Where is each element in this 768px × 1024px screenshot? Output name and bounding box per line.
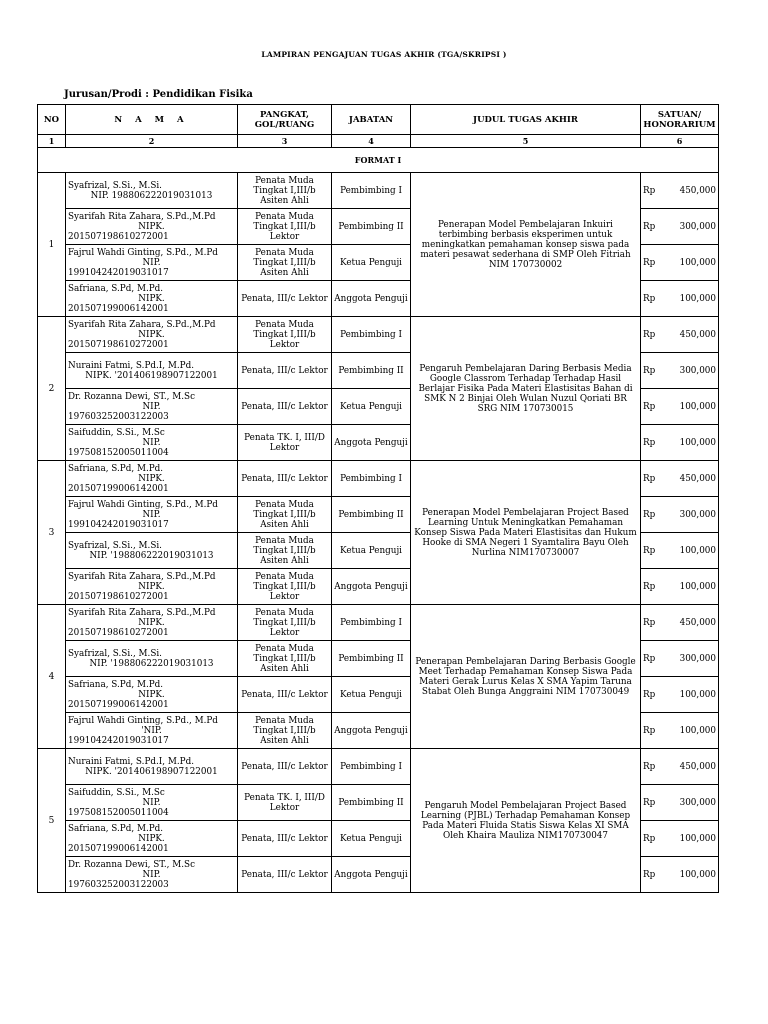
currency-label: Rp [643, 581, 656, 592]
examiner-name-cell [66, 425, 238, 461]
table-row [38, 749, 719, 785]
jabatan-cell: Pembimbing I [332, 749, 411, 785]
pangkat-cell: Penata TK. I, III/D Lektor [238, 425, 332, 461]
examiner-nip-label: NIP. [142, 797, 161, 808]
examiner-nip-label: NIPK. [138, 473, 165, 484]
pangkat-cell: Penata, III/c Lektor [238, 353, 332, 389]
honorarium-cell [641, 173, 719, 209]
honorarium-amount: 100,000 [679, 833, 716, 844]
examiner-name-cell [66, 713, 238, 749]
examiner-nip-label: NIPK. [138, 293, 165, 304]
examiner-nip-number: 201507199006142001 [68, 843, 169, 854]
pangkat-cell: Penata Muda Tingkat I,III/b Lektor [238, 605, 332, 641]
honorarium-cell [641, 641, 719, 677]
pangkat-cell: Penata, III/c Lektor [238, 749, 332, 785]
examiner-name: Fajrul Wahdi Ginting, S.Pd., M.Pd [68, 715, 218, 726]
examiner-nip-number: 201507198610272001 [68, 591, 169, 602]
examiner-nip-number: 201507199006142001 [68, 483, 169, 494]
format-row [38, 148, 719, 173]
examiner-nip-number: 201507198610272001 [68, 231, 169, 242]
honorarium-cell [641, 677, 719, 713]
examiner-name: Syafrizal, S.Si., M.Si. [68, 540, 162, 551]
honorarium-amount: 450,000 [679, 617, 716, 628]
examiner-name-cell [66, 785, 238, 821]
pangkat-cell: Penata, III/c Lektor [238, 389, 332, 425]
row-number: 5 [38, 749, 66, 893]
jabatan-cell: Pembimbing II [332, 641, 411, 677]
pangkat-cell: Penata TK. I, III/D Lektor [238, 785, 332, 821]
examiner-name-cell [66, 749, 238, 785]
honorarium-cell [641, 353, 719, 389]
honorarium-amount: 100,000 [679, 545, 716, 556]
examiner-nip-label: NIP. [142, 509, 161, 520]
examiner-name: Saifuddin, S.Si., M.Sc [68, 427, 165, 438]
currency-label: Rp [643, 329, 656, 340]
honorarium-amount: 300,000 [679, 653, 716, 664]
honorarium-amount: 100,000 [679, 293, 716, 304]
judul-cell: Pengaruh Pembelajaran Daring Berbasis Media Google Classrom Terhadap Terhadap Hasil Berlajar Fisika Pada Materi Elastisitas Bahan di SMK N 2 Binjai Oleh Wulan Nuzul Qoriati BR SRG NIM 170730015 [411, 317, 641, 461]
examiner-nip-number: 199104242019031017 [68, 735, 169, 746]
judul-cell: Pengaruh Model Pembelajaran Project Based Learning (PJBL) Terhadap Pemahaman Konsep Pada Materi Fluida Statis Siswa Kelas XI SMA Oleh Khaira Mauliza NIM170730047 [411, 749, 641, 893]
jabatan-cell: Pembimbing I [332, 605, 411, 641]
honorarium-amount: 300,000 [679, 221, 716, 232]
examiner-name: Safriana, S.Pd, M.Pd. [68, 679, 164, 690]
jabatan-cell: Anggota Penguji [332, 857, 411, 893]
examiner-nip-number: 201507199006142001 [68, 699, 169, 710]
honorarium-amount: 100,000 [679, 581, 716, 592]
examiner-nip-number: 201507198610272001 [68, 339, 169, 350]
examiner-name: Saifuddin, S.Si., M.Sc [68, 787, 165, 798]
examiner-nip-number: 197508152005011004 [68, 447, 169, 458]
jabatan-cell: Pembimbing II [332, 497, 411, 533]
judul-cell: Penerapan Model Pembelajaran Project Based Learning Untuk Meningkatkan Pemahaman Konsep Siswa Pada Materi Elastisitas dan Hukum Hooke di SMA Negeri 1 Syamtalira Bayu Oleh Nurlina NIM170730007 [411, 461, 641, 605]
examiner-nip-number: 201507199006142001 [68, 303, 169, 314]
judul-cell: Penerapan Model Pembelajaran Inkuiri terbimbing berbasis eksperimen untuk meningkatkan pemahaman konsep siswa pada materi pesawat sederhana di SMP Oleh Fitriah NIM 170730002 [411, 173, 641, 317]
examiner-name: Safriana, S.Pd, M.Pd. [68, 283, 164, 294]
examiner-nip-number: 199104242019031017 [68, 267, 169, 278]
currency-label: Rp [643, 509, 656, 520]
examiner-name-cell [66, 605, 238, 641]
examiner-nip-label: 'NIP. [141, 725, 162, 736]
examiner-nip-label: NIP. 198806222019031013 [90, 190, 213, 201]
examiner-nip-label: NIP. '198806222019031013 [89, 658, 214, 669]
jabatan-cell: Anggota Penguji [332, 281, 411, 317]
honorarium-amount: 450,000 [679, 329, 716, 340]
examiner-name: Syarifah Rita Zahara, S.Pd.,M.Pd [68, 607, 216, 618]
column-number: 2 [66, 135, 238, 148]
examiner-nip-label: NIP. '198806222019031013 [89, 550, 214, 561]
currency-label: Rp [643, 473, 656, 484]
examiner-name-cell [66, 389, 238, 425]
currency-label: Rp [643, 365, 656, 376]
pangkat-cell: Penata, III/c Lektor [238, 677, 332, 713]
currency-label: Rp [643, 221, 656, 232]
honorarium-amount: 450,000 [679, 761, 716, 772]
examiner-name: Safriana, S.Pd, M.Pd. [68, 463, 164, 474]
jabatan-cell: Pembimbing I [332, 317, 411, 353]
honorarium-cell [641, 749, 719, 785]
examiner-name: Safriana, S.Pd, M.Pd. [68, 823, 164, 834]
jabatan-cell: Ketua Penguji [332, 389, 411, 425]
examiner-name-cell [66, 317, 238, 353]
jabatan-cell: Ketua Penguji [332, 821, 411, 857]
pangkat-cell: Penata Muda Tingkat I,III/b Asiten Ahli [238, 497, 332, 533]
honorarium-cell [641, 497, 719, 533]
currency-label: Rp [643, 185, 656, 196]
header-row [38, 105, 719, 135]
honorarium-table [37, 104, 719, 893]
honorarium-cell [641, 785, 719, 821]
jabatan-cell: Pembimbing I [332, 173, 411, 209]
jabatan-cell: Pembimbing II [332, 785, 411, 821]
honorarium-cell [641, 605, 719, 641]
honorarium-cell [641, 821, 719, 857]
honorarium-amount: 300,000 [679, 797, 716, 808]
honorarium-amount: 450,000 [679, 473, 716, 484]
examiner-name: Syarifah Rita Zahara, S.Pd.,M.Pd [68, 571, 216, 582]
examiner-name-cell [66, 281, 238, 317]
examiner-name-cell [66, 533, 238, 569]
honorarium-cell [641, 857, 719, 893]
document-title: LAMPIRAN PENGAJUAN TUGAS AKHIR (TGA/SKRIPSI ) [261, 50, 507, 59]
examiner-nip-label: NIPK. [138, 581, 165, 592]
currency-label: Rp [643, 689, 656, 700]
examiner-nip-label: NIP. [142, 401, 161, 412]
honorarium-cell [641, 533, 719, 569]
examiner-nip-number: 197603252003122003 [68, 879, 169, 890]
jabatan-cell: Pembimbing II [332, 209, 411, 245]
column-number: 1 [38, 135, 66, 148]
examiner-name: Nuraini Fatmi, S.Pd.I, M.Pd. [68, 756, 195, 767]
pangkat-cell: Penata, III/c Lektor [238, 857, 332, 893]
honorarium-amount: 100,000 [679, 869, 716, 880]
honorarium-cell [641, 281, 719, 317]
jabatan-cell: Anggota Penguji [332, 425, 411, 461]
jabatan-cell: Anggota Penguji [332, 569, 411, 605]
currency-label: Rp [643, 869, 656, 880]
honorarium-cell [641, 209, 719, 245]
column-number: 5 [411, 135, 641, 148]
honorarium-cell [641, 461, 719, 497]
honorarium-cell [641, 713, 719, 749]
jabatan-cell: Ketua Penguji [332, 533, 411, 569]
examiner-nip-label: NIPK. [138, 617, 165, 628]
honorarium-cell [641, 245, 719, 281]
examiner-name: Fajrul Wahdi Ginting, S.Pd., M.Pd [68, 247, 218, 258]
currency-label: Rp [643, 761, 656, 772]
examiner-name-cell [66, 461, 238, 497]
examiner-nip-label: NIPK. [138, 329, 165, 340]
examiner-name: Syafrizal, S.Si., M.Si. [68, 180, 162, 191]
honorarium-amount: 100,000 [679, 725, 716, 736]
examiner-name-cell [66, 569, 238, 605]
examiner-name-cell [66, 209, 238, 245]
examiner-nip-number: 199104242019031017 [68, 519, 169, 530]
format-label: FORMAT I [38, 148, 719, 173]
row-number: 1 [38, 173, 66, 317]
examiner-nip-label: NIPK. [138, 833, 165, 844]
currency-label: Rp [643, 797, 656, 808]
currency-label: Rp [643, 725, 656, 736]
header-no: NO [38, 105, 66, 135]
pangkat-cell: Penata, III/c Lektor [238, 821, 332, 857]
examiner-name-cell [66, 173, 238, 209]
pangkat-cell: Penata, III/c Lektor [238, 281, 332, 317]
currency-label: Rp [643, 293, 656, 304]
currency-label: Rp [643, 833, 656, 844]
table-row [38, 317, 719, 353]
examiner-nip-label: NIPK. [138, 221, 165, 232]
examiner-name: Dr. Rozanna Dewi, ST., M.Sc [68, 859, 195, 870]
jurusan-label: Jurusan/Prodi : Pendidikan Fisika [64, 89, 253, 100]
examiner-nip-number: 197508152005011004 [68, 807, 169, 818]
currency-label: Rp [643, 545, 656, 556]
column-number: 4 [332, 135, 411, 148]
honorarium-amount: 300,000 [679, 365, 716, 376]
honorarium-cell [641, 425, 719, 461]
pangkat-cell: Penata Muda Tingkat I,III/b Lektor [238, 569, 332, 605]
examiner-name: Fajrul Wahdi Ginting, S.Pd., M.Pd [68, 499, 218, 510]
honorarium-amount: 100,000 [679, 257, 716, 268]
examiner-name-cell [66, 821, 238, 857]
examiner-nip-label: NIPK. '201406198907122001 [85, 766, 218, 777]
examiner-name: Syarifah Rita Zahara, S.Pd.,M.Pd [68, 211, 216, 222]
honorarium-cell [641, 569, 719, 605]
examiner-name-cell [66, 641, 238, 677]
currency-label: Rp [643, 401, 656, 412]
currency-label: Rp [643, 617, 656, 628]
column-number: 3 [238, 135, 332, 148]
pangkat-cell: Penata Muda Tingkat I,III/b Asiten Ahli [238, 245, 332, 281]
table-row [38, 173, 719, 209]
examiner-name: Syarifah Rita Zahara, S.Pd.,M.Pd [68, 319, 216, 330]
examiner-nip-label: NIP. [142, 869, 161, 880]
pangkat-cell: Penata Muda Tingkat I,III/b Asiten Ahli [238, 713, 332, 749]
honorarium-amount: 450,000 [679, 185, 716, 196]
header-jabatan: JABATAN [332, 105, 411, 135]
header-honorarium: SATUAN/ HONORARIUM [641, 105, 719, 135]
honorarium-amount: 100,000 [679, 437, 716, 448]
examiner-nip-label: NIPK. '201406198907122001 [85, 370, 218, 381]
examiner-name: Dr. Rozanna Dewi, ST., M.Sc [68, 391, 195, 402]
column-number-row [38, 135, 719, 148]
currency-label: Rp [643, 437, 656, 448]
pangkat-cell: Penata, III/c Lektor [238, 461, 332, 497]
examiner-nip-number: 201507198610272001 [68, 627, 169, 638]
examiner-name: Syafrizal, S.Si., M.Si. [68, 648, 162, 659]
examiner-nip-label: NIP. [142, 257, 161, 268]
examiner-nip-number: 197603252003122003 [68, 411, 169, 422]
table-row [38, 605, 719, 641]
row-number: 3 [38, 461, 66, 605]
column-number: 6 [641, 135, 719, 148]
honorarium-amount: 300,000 [679, 509, 716, 520]
examiner-name-cell [66, 245, 238, 281]
judul-cell: Penerapan Pembelajaran Daring Berbasis Google Meet Terhadap Pemahaman Konsep Siswa Pada Materi Gerak Lurus Kelas X SMA Yapim Taruna Stabat Oleh Bunga Anggraini NIM 170730049 [411, 605, 641, 749]
examiner-name-cell [66, 677, 238, 713]
pangkat-cell: Penata Muda Tingkat I,III/b Asiten Ahli [238, 533, 332, 569]
jabatan-cell: Anggota Penguji [332, 713, 411, 749]
examiner-name: Nuraini Fatmi, S.Pd.I, M.Pd. [68, 360, 195, 371]
honorarium-amount: 100,000 [679, 689, 716, 700]
jabatan-cell: Pembimbing I [332, 461, 411, 497]
currency-label: Rp [643, 257, 656, 268]
honorarium-cell [641, 317, 719, 353]
examiner-name-cell [66, 497, 238, 533]
currency-label: Rp [643, 653, 656, 664]
jabatan-cell: Ketua Penguji [332, 245, 411, 281]
examiner-name-cell [66, 857, 238, 893]
examiner-name-cell [66, 353, 238, 389]
pangkat-cell: Penata Muda Tingkat I,III/b Lektor [238, 317, 332, 353]
pangkat-cell: Penata Muda Tingkat I,III/b Asiten Ahli [238, 173, 332, 209]
jabatan-cell: Pembimbing II [332, 353, 411, 389]
examiner-nip-label: NIPK. [138, 689, 165, 700]
honorarium-cell [641, 389, 719, 425]
header-pangkat: PANGKAT, GOL/RUANG [238, 105, 332, 135]
row-number: 2 [38, 317, 66, 461]
jabatan-cell: Ketua Penguji [332, 677, 411, 713]
row-number: 4 [38, 605, 66, 749]
header-nama: N A M A [66, 105, 238, 135]
header-judul: JUDUL TUGAS AKHIR [411, 105, 641, 135]
pangkat-cell: Penata Muda Tingkat I,III/b Asiten Ahli [238, 641, 332, 677]
honorarium-amount: 100,000 [679, 401, 716, 412]
examiner-nip-label: NIP. [142, 437, 161, 448]
table-row [38, 461, 719, 497]
pangkat-cell: Penata Muda Tingkat I,III/b Lektor [238, 209, 332, 245]
